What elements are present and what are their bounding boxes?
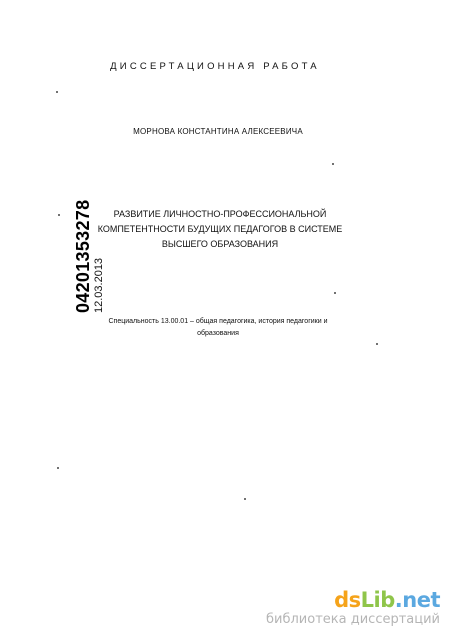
registration-date: 12.03.2013 [93,257,105,313]
scan-speck [334,292,336,294]
scan-speck [244,498,246,500]
dslib-logo: dsLib.net [334,588,440,612]
scan-speck [57,467,59,469]
scan-speck [56,91,58,93]
registration-number: 04201353278 [73,199,93,313]
registration-stamp [73,200,105,313]
scan-speck [332,163,334,165]
title-line: РАЗВИТИЕ ЛИЧНОСТНО-ПРОФЕССИОНАЛЬНОЙ [113,209,327,219]
dslib-tagline: библиотека диссертаций [266,612,440,627]
scan-speck [58,214,60,216]
document-type-heading: ДИССЕРТАЦИОННАЯ РАБОТА [110,61,320,72]
title-line: ВЫСШЕГО ОБРАЗОВАНИЯ [161,239,279,249]
dissertation-title [95,207,345,252]
dslib-watermark [266,588,440,627]
specialty-line: образования [197,330,239,337]
specialty-line: Специальность 13.00.01 – общая педагогика, история педагогики и [108,318,328,325]
author-name: МОРНОВА КОНСТАНТИНА АЛЕКСЕЕВИЧА [133,127,303,136]
specialty-text [92,316,344,340]
title-line: КОМПЕТЕНТНОСТИ БУДУЩИХ ПЕДАГОГОВ В СИСТЕМЕ [97,224,343,234]
scan-speck [376,343,378,345]
